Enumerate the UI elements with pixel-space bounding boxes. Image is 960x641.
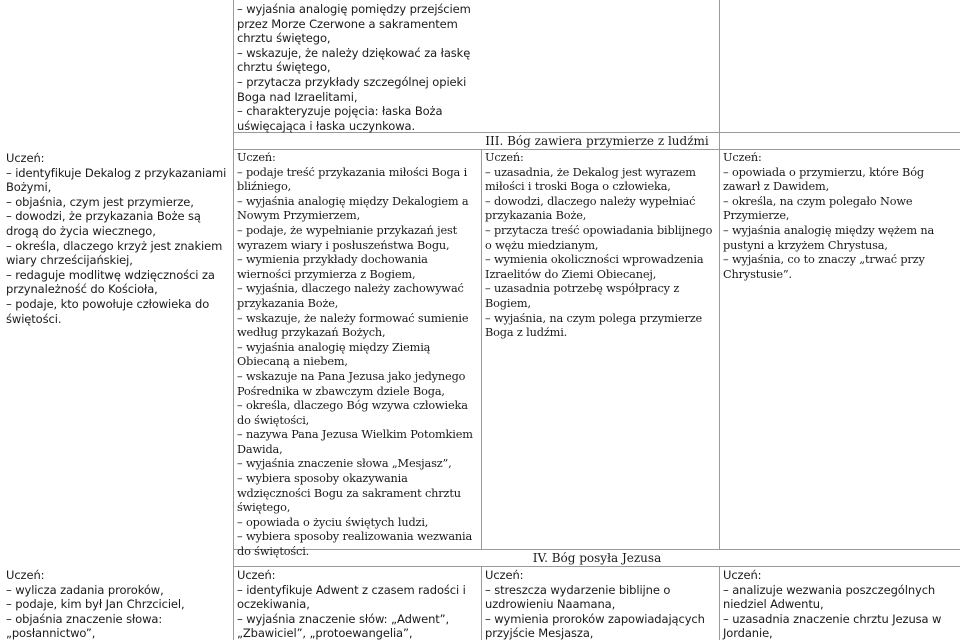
- section4-col2-cell: [234, 568, 480, 641]
- list-item: – wskazuje, że należy dziękować za łaskę chrztu świętego,: [237, 45, 471, 75]
- section4-col4-cell: [720, 568, 958, 641]
- list-item: – nazywa Pana Jezusa Wielkim Potomkiem Dawida,: [237, 428, 473, 456]
- cell-heading: Uczeń:: [6, 568, 45, 582]
- list-item: – podaje treść przykazania miłości Boga i bliźniego,: [237, 165, 468, 194]
- section-4-title: IV. Bóg posyła Jezusa: [532, 551, 662, 565]
- list-item: – wymienia przykłady dochowania wierności przymierza z Bogiem,: [237, 253, 428, 281]
- section3-col3-cell: [482, 151, 718, 341]
- list-item: – wyjaśnia, dlaczego należy zachowywać przykazania Boże,: [237, 282, 464, 310]
- list-item: – wskazuje na Pana Jezusa jako jedynego Pośrednika w zbawczym dziele Boga,: [237, 369, 466, 398]
- list-item: – opowiada o życiu świętych ludzi,: [237, 515, 429, 529]
- cell-heading: Uczeń:: [485, 568, 524, 582]
- cell-heading: Uczeń:: [485, 151, 524, 164]
- list-item: – dowodzi, że przykazania Boże są drogą do życia wiecznego,: [6, 209, 201, 238]
- top-col2-cell: [234, 2, 481, 133]
- list-item: – wyjaśnia znaczenie słów: „Adwent”, „Zbawiciel”, „protoewangelia”,: [237, 611, 450, 641]
- list-item: – dowodzi, dlaczego należy wypełniać przykazania Boże,: [485, 194, 696, 223]
- section3-col4-cell: [720, 151, 958, 282]
- column-divider-3: [719, 0, 720, 149]
- list-item: – wybiera sposoby realizowania wezwania do świętości.: [237, 530, 473, 559]
- cell-heading: Uczeń:: [237, 568, 276, 582]
- section-3-title: III. Bóg zawiera przymierze z ludźmi: [485, 134, 709, 148]
- list-item: – określa, na czym polegało Nowe Przymierze,: [723, 194, 913, 223]
- row-divider-section4-title: [233, 566, 960, 567]
- list-item: – redaguje modlitwę wdzięczności za przynależność do Kościoła,: [6, 267, 215, 297]
- list-item: – objaśnia znaczenie słowa: „posłannictwo”,: [6, 611, 163, 641]
- list-item: – wyjaśnia analogię między Dekalogiem a Nowym Przymierzem,: [237, 194, 469, 223]
- list-item: – wskazuje, że należy formować sumienie według przykazań Bożych,: [237, 311, 469, 340]
- list-item: – charakteryzuje pojęcia: łaska Boża uświęcająca i łaska uczynkowa.: [237, 104, 443, 133]
- list-item: – podaje, że wypełnianie przykazań jest wyrazem wiary i posłuszeństwa Bogu,: [237, 223, 458, 252]
- section4-col1-cell: [3, 568, 233, 641]
- list-item: – przytacza treść opowiadania biblijnego o wężu miedzianym,: [485, 223, 713, 252]
- list-item: – uzasadnia, że Dekalog jest wyrazem miłości i troski Boga o człowieka,: [485, 165, 696, 194]
- list-item: – uzasadnia potrzebę współpracy z Bogiem,: [485, 282, 680, 310]
- list-item: – objaśnia, czym jest przymierze,: [6, 194, 194, 209]
- list-item: – określa, dlaczego krzyż jest znakiem wiary chrześcijańskiej,: [6, 238, 223, 268]
- list-item: – podaje, kto powołuje człowieka do świętości.: [6, 296, 210, 326]
- list-item: – wymienia proroków zapowiadających przyjście Mesjasza,: [485, 611, 705, 641]
- list-item: – określa, dlaczego Bóg wzywa człowieka do świętości,: [237, 399, 468, 427]
- list-item: – wyjaśnia znaczenie słowa „Mesjasz”,: [237, 457, 452, 471]
- section3-col2-cell: [234, 151, 480, 560]
- list-item: – podaje, kim był Jan Chrzciciel,: [6, 597, 185, 612]
- section4-col3-cell: [482, 568, 718, 641]
- list-item: – analizuje wezwania poszczególnych niedziel Adwentu,: [723, 582, 936, 612]
- list-item: – streszcza wydarzenie biblijne o uzdrowieniu Naamana,: [485, 582, 671, 612]
- cell-heading: Uczeń:: [723, 568, 762, 582]
- section3-col1-cell: [3, 151, 233, 326]
- list-item: – identyfikuje Adwent z czasem radości i oczekiwania,: [237, 582, 466, 612]
- list-item: – wyjaśnia analogię między Ziemią Obiecaną a niebem,: [237, 340, 431, 369]
- list-item: – wyjaśnia, co to znaczy „trwać przy Chrystusie”.: [723, 253, 925, 281]
- list-item: – wylicza zadania proroków,: [6, 582, 164, 597]
- list-item: – identyfikuje Dekalog z przykazaniami Bożymi,: [6, 165, 227, 195]
- list-item: – wymienia okoliczności wprowadzenia Izraelitów do Ziemi Obiecanej,: [485, 253, 704, 281]
- cell-heading: Uczeń:: [237, 151, 276, 164]
- list-item: – wybiera sposoby okazywania wdzięczności Bogu za sakrament chrztu świętego,: [237, 472, 461, 515]
- row-divider-section3-title: [233, 149, 960, 150]
- list-item: – wyjaśnia analogię między wężem na pustyni a krzyżem Chrystusa,: [723, 223, 935, 252]
- list-item: – wyjaśnia, na czym polega przymierze Boga z ludźmi.: [485, 311, 703, 340]
- list-item: – uzasadnia znaczenie chrztu Jezusa w Jordanie,: [723, 611, 942, 641]
- list-item: – wyjaśnia analogię pomiędzy przejściem przez Morze Czerwone a sakramentem chrztu świętego,: [237, 2, 471, 46]
- list-item: – opowiada o przymierzu, które Bóg zawarł z Dawidem,: [723, 165, 924, 194]
- cell-heading: Uczeń:: [723, 151, 762, 164]
- list-item: – przytacza przykłady szczególnej opieki Boga nad Izraelitami,: [237, 74, 467, 104]
- cell-heading: Uczeń:: [6, 151, 45, 165]
